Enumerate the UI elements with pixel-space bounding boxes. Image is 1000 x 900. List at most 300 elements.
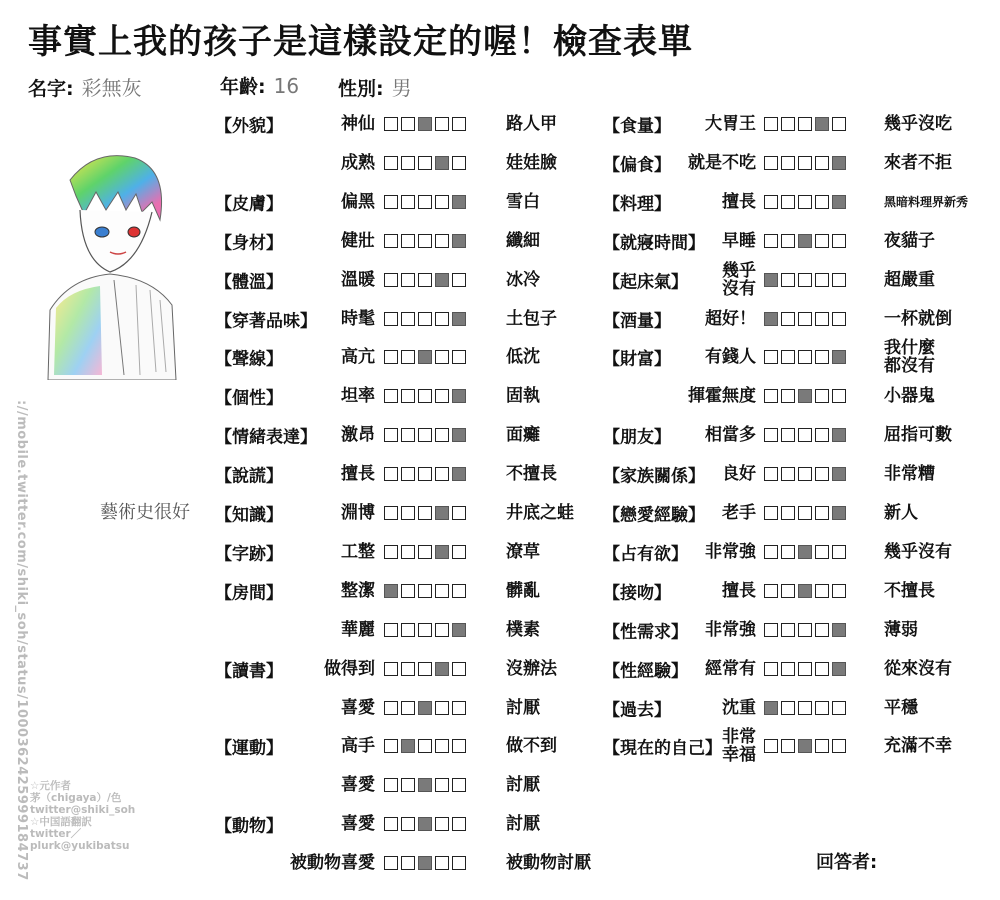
category-label: 【接吻】 [603,583,671,604]
filled-rating-box [832,428,846,442]
rating-boxes [384,739,466,753]
rating-box [384,195,398,209]
category-label: 【情緒表達】 [215,427,317,448]
rating-boxes [764,312,846,326]
rating-boxes [764,506,846,520]
rating-box [418,195,432,209]
filled-rating-box [452,312,466,326]
rating-boxes [764,117,846,131]
rating-boxes [384,584,466,598]
filled-rating-box [798,739,812,753]
rating-box [435,817,449,831]
category-label: 【戀愛經驗】 [603,505,705,526]
credit-line: ☆中国語翻訳 [30,816,92,828]
rating-box [781,584,795,598]
rating-box [815,701,829,715]
rating-box [384,273,398,287]
trait-right-label: 充滿不幸 [884,736,952,757]
trait-right-label: 沒辦法 [506,658,557,679]
rating-box [401,817,415,831]
rating-boxes [764,234,846,248]
filled-rating-box [418,350,432,364]
art-credit: 藝術史很好 [100,502,190,523]
category-label: 【皮膚】 [215,194,283,215]
rating-box [798,467,812,481]
rating-box [781,545,795,559]
trait-right-label: 固執 [506,386,540,407]
rating-boxes [384,156,466,170]
rating-box [832,234,846,248]
rating-box [452,350,466,364]
rating-boxes [384,701,466,715]
trait-right-label: 屈指可數 [884,425,952,446]
rating-box [384,662,398,676]
trait-left-label: 神仙 [341,114,375,134]
rating-box [815,312,829,326]
rating-boxes [384,312,466,326]
rating-box [452,778,466,792]
rating-box [384,817,398,831]
rating-box [401,778,415,792]
rating-box [764,350,778,364]
rating-box [798,428,812,442]
rating-box [781,117,795,131]
filled-rating-box [452,428,466,442]
trait-left-label: 揮霍無度 [688,386,756,407]
trait-right-label: 低沈 [506,347,540,368]
trait-left-label: 喜愛 [341,775,375,796]
rating-box [452,273,466,287]
gender-value: 男 [391,76,412,100]
rating-box [401,350,415,364]
filled-rating-box [384,584,398,598]
rating-box [435,428,449,442]
credit-line: twitter／ [30,828,82,840]
rating-box [798,156,812,170]
trait-right-label: 我什麼 都沒有 [884,338,935,377]
category-label: 【運動】 [215,738,283,759]
rating-boxes [764,273,846,287]
filled-rating-box [418,117,432,131]
answerer-label: 回答者: [816,852,878,873]
category-label: 【財富】 [603,349,671,370]
name-label: 名字: [28,78,74,100]
rating-box [418,312,432,326]
category-label: 【讀書】 [215,661,283,682]
category-label: 【動物】 [215,816,283,837]
rating-box [401,662,415,676]
rating-box [401,506,415,520]
rating-box [798,662,812,676]
rating-box [418,467,432,481]
rating-boxes [384,428,466,442]
filled-rating-box [832,195,846,209]
category-label: 【酒量】 [603,311,671,331]
rating-box [815,467,829,481]
trait-left-label: 高手 [341,736,375,757]
rating-box [435,778,449,792]
rating-box [401,195,415,209]
rating-boxes [384,817,466,831]
rating-box [764,428,778,442]
rating-boxes [384,545,466,559]
trait-left-label: 沈重 [722,697,756,718]
rating-box [384,350,398,364]
trait-left-label: 有錢人 [705,347,756,368]
rating-box [452,117,466,131]
rating-box [401,312,415,326]
rating-box [781,312,795,326]
filled-rating-box [832,662,846,676]
filled-rating-box [401,739,415,753]
rating-box [435,467,449,481]
trait-right-label: 路人甲 [506,114,557,134]
category-label: 【家族關係】 [603,466,705,487]
rating-boxes [384,662,466,676]
rating-box [435,195,449,209]
rating-boxes [384,195,466,209]
trait-right-label: 小器鬼 [884,386,935,407]
rating-box [418,739,432,753]
rating-box [815,350,829,364]
trait-left-label: 成熟 [341,152,375,173]
rating-box [781,739,795,753]
credit-line: twitter@shiki_soh [30,804,136,816]
category-label: 【料理】 [603,194,671,215]
trait-right-label: 不擅長 [506,464,557,485]
category-label: 【起床氣】 [603,272,688,293]
rating-box [384,312,398,326]
rating-box [764,623,778,637]
trait-right-label: 平穩 [884,697,918,718]
trait-right-label: 討厭 [506,775,540,796]
trait-left-label: 擅長 [722,191,756,212]
rating-box [832,273,846,287]
trait-left-label: 早睡 [722,230,756,251]
category-label: 【個性】 [215,388,283,409]
rating-box [401,623,415,637]
name-field [28,72,142,101]
credit-line: plurk@yukibatsu [30,840,130,852]
trait-right-label: 超嚴重 [884,269,935,290]
trait-right-label: 討厭 [506,697,540,718]
rating-box [384,701,398,715]
rating-box [764,545,778,559]
rating-box [815,428,829,442]
category-label: 【過去】 [603,700,671,720]
trait-right-label: 從來沒有 [884,658,952,679]
rating-box [815,195,829,209]
page-title: 事實上我的孩子是這樣設定的喔！檢查表單 [28,22,693,62]
filled-rating-box [832,623,846,637]
trait-right-label: 新人 [884,503,918,523]
rating-boxes [384,350,466,364]
rating-boxes [764,350,846,364]
rating-box [815,545,829,559]
rating-box [401,156,415,170]
filled-rating-box [435,506,449,520]
trait-left-label: 華麗 [341,619,375,640]
rating-boxes [764,195,846,209]
rating-box [781,273,795,287]
rating-box [832,312,846,326]
rating-box [798,312,812,326]
gender-label: 性別: [338,78,384,100]
rating-box [401,273,415,287]
rating-box [781,467,795,481]
filled-rating-box [435,545,449,559]
filled-rating-box [418,701,432,715]
trait-left-label: 健壯 [341,230,375,251]
rating-box [435,584,449,598]
rating-box [832,117,846,131]
filled-rating-box [764,312,778,326]
filled-rating-box [452,195,466,209]
rating-boxes [764,156,846,170]
rating-box [781,701,795,715]
filled-rating-box [452,389,466,403]
rating-box [781,506,795,520]
rating-box [401,428,415,442]
trait-right-label: 面癱 [506,425,540,446]
filled-rating-box [452,234,466,248]
trait-right-label: 來者不拒 [884,152,952,173]
rating-box [384,117,398,131]
rating-box [418,234,432,248]
rating-box [435,234,449,248]
rating-box [384,623,398,637]
category-label: 【偏食】 [603,155,671,176]
rating-boxes [764,467,846,481]
rating-box [384,545,398,559]
rating-box [418,389,432,403]
rating-box [435,312,449,326]
rating-box [798,195,812,209]
trait-left-label: 擅長 [722,580,756,601]
trait-right-label: 潦草 [506,541,540,562]
category-label: 【穿著品味】 [215,311,317,331]
trait-left-label: 坦率 [341,386,375,407]
filled-rating-box [798,389,812,403]
rating-box [798,701,812,715]
trait-right-label: 被動物討厭 [506,853,591,874]
rating-box [815,739,829,753]
rating-box [832,545,846,559]
trait-right-label: 冰冷 [506,269,540,290]
filled-rating-box [798,545,812,559]
rating-boxes [764,545,846,559]
rating-box [401,545,415,559]
filled-rating-box [815,117,829,131]
filled-rating-box [435,662,449,676]
rating-box [401,234,415,248]
filled-rating-box [418,856,432,870]
rating-box [764,467,778,481]
rating-box [798,623,812,637]
rating-box [764,389,778,403]
trait-left-label: 擅長 [341,464,375,485]
trait-right-label: 討厭 [506,814,540,835]
rating-box [401,701,415,715]
name-value: 彩無灰 [81,76,142,100]
rating-box [832,701,846,715]
rating-boxes [384,856,466,870]
trait-left-label: 大胃王 [705,114,756,134]
rating-box [764,195,778,209]
rating-boxes [764,428,846,442]
trait-left-label: 良好 [722,464,756,485]
rating-box [764,662,778,676]
rating-boxes [764,701,846,715]
rating-boxes [384,506,466,520]
rating-box [815,623,829,637]
rating-box [401,389,415,403]
rating-box [452,545,466,559]
rating-box [832,739,846,753]
rating-box [764,234,778,248]
category-label: 【聲線】 [215,349,283,370]
trait-right-label: 幾乎沒吃 [884,114,952,134]
trait-left-label: 偏黑 [341,191,375,212]
rating-box [764,506,778,520]
rating-boxes [384,778,466,792]
trait-left-label: 淵博 [341,503,375,523]
rating-box [798,350,812,364]
rating-box [418,273,432,287]
category-label: 【性經驗】 [603,661,688,682]
rating-box [401,467,415,481]
rating-box [452,584,466,598]
character-portrait [40,140,180,380]
trait-right-label: 不擅長 [884,580,935,601]
rating-box [815,156,829,170]
trait-right-label: 非常糟 [884,464,935,485]
rating-box [384,467,398,481]
rating-box [384,389,398,403]
filled-rating-box [418,778,432,792]
trait-left-label: 非常強 [705,541,756,562]
rating-box [435,739,449,753]
rating-box [764,739,778,753]
rating-box [435,623,449,637]
trait-right-label: 髒亂 [506,580,540,601]
rating-box [452,701,466,715]
trait-left-label: 做得到 [324,658,375,679]
rating-boxes [384,273,466,287]
trait-right-label: 雪白 [506,191,540,212]
rating-box [401,856,415,870]
trait-left-label: 超好！ [705,308,756,329]
trait-left-label: 老手 [722,503,756,523]
rating-box [384,156,398,170]
trait-left-label: 時髦 [341,308,375,329]
filled-rating-box [452,623,466,637]
trait-right-label: 井底之蛙 [506,503,574,523]
trait-right-label: 纖細 [506,230,540,251]
trait-left-label: 整潔 [341,580,375,601]
category-label: 【朋友】 [603,427,671,448]
category-label: 【占有欲】 [603,544,688,565]
rating-boxes [764,739,846,753]
category-label: 【食量】 [603,116,671,137]
rating-box [832,389,846,403]
trait-left-label: 喜愛 [341,697,375,718]
trait-left-label: 非常 幸福 [722,727,756,766]
trait-left-label: 非常強 [705,619,756,640]
rating-box [418,584,432,598]
rating-box [815,389,829,403]
trait-right-label: 薄弱 [884,619,918,640]
rating-box [781,195,795,209]
rating-box [452,856,466,870]
trait-right-label: 做不到 [506,736,557,757]
rating-box [384,856,398,870]
rating-boxes [384,467,466,481]
source-url: ://mobile.twitter.com/shiki_soh/status/1000362425999184737 [14,400,29,881]
category-label: 【就寢時間】 [603,233,705,254]
rating-box [815,273,829,287]
rating-box [832,584,846,598]
rating-box [452,817,466,831]
trait-right-label: 土包子 [506,308,557,329]
rating-box [781,156,795,170]
category-label: 【現在的自己】 [603,738,722,759]
filled-rating-box [832,467,846,481]
trait-left-label: 被動物喜愛 [290,853,375,874]
rating-box [401,584,415,598]
rating-boxes [764,389,846,403]
filled-rating-box [418,817,432,831]
rating-box [384,506,398,520]
rating-box [435,389,449,403]
rating-box [452,506,466,520]
rating-box [418,156,432,170]
trait-left-label: 高亢 [341,347,375,368]
filled-rating-box [764,273,778,287]
rating-box [384,428,398,442]
age-field [220,72,299,99]
rating-box [798,117,812,131]
rating-box [435,856,449,870]
rating-box [418,662,432,676]
trait-right-label: 樸素 [506,619,540,640]
rating-box [781,428,795,442]
rating-box [452,662,466,676]
trait-left-label: 經常有 [705,658,756,679]
rating-box [418,623,432,637]
age-value: 16 [273,74,300,98]
rating-box [401,117,415,131]
rating-boxes [384,623,466,637]
rating-box [798,273,812,287]
rating-box [435,701,449,715]
rating-boxes [764,623,846,637]
rating-box [418,506,432,520]
trait-left-label: 喜愛 [341,814,375,835]
rating-box [435,117,449,131]
category-label: 【說謊】 [215,466,283,487]
rating-box [764,156,778,170]
credit-line: ☆元作者 [30,780,71,792]
rating-box [815,584,829,598]
gender-field [338,72,412,101]
rating-box [384,778,398,792]
trait-right-label: 黑暗料理界新秀 [884,194,969,209]
rating-box [781,350,795,364]
filled-rating-box [832,156,846,170]
rating-boxes [764,662,846,676]
rating-box [384,234,398,248]
